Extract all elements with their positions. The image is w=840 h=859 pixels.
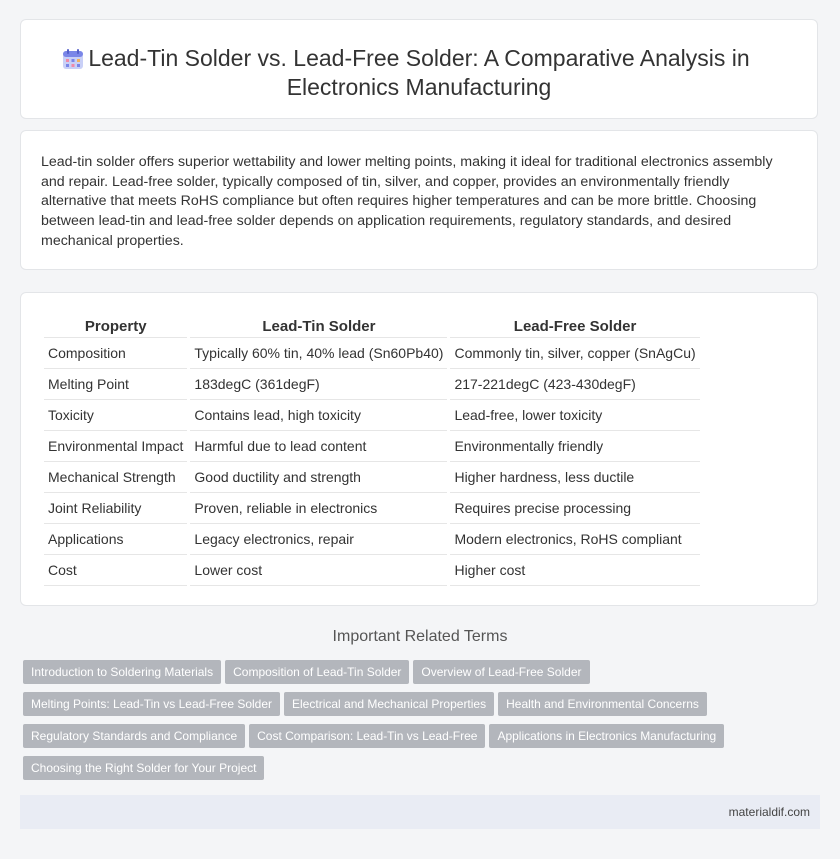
related-terms-title: Important Related Terms bbox=[332, 628, 508, 645]
page-title-line1: Lead-Tin Solder vs. Lead-Free Solder: A Comparative Analysis in bbox=[88, 45, 750, 71]
header-lead-free: Lead-Free Solder bbox=[450, 315, 699, 338]
table-row bbox=[44, 338, 700, 369]
cell-property: Toxicity bbox=[44, 400, 187, 431]
comparison-table bbox=[41, 315, 703, 586]
cell-lead-tin: Proven, reliable in electronics bbox=[190, 493, 447, 524]
related-term-tag[interactable]: Composition of Lead-Tin Solder bbox=[225, 660, 409, 684]
table-row bbox=[44, 493, 700, 524]
related-term-tag[interactable]: Regulatory Standards and Compliance bbox=[23, 724, 245, 748]
cell-lead-free: Higher cost bbox=[450, 555, 699, 586]
cell-property: Composition bbox=[44, 338, 187, 369]
cell-lead-free: Modern electronics, RoHS compliant bbox=[450, 524, 699, 555]
cell-lead-free: Environmentally friendly bbox=[450, 431, 699, 462]
related-term-tag[interactable]: Overview of Lead-Free Solder bbox=[413, 660, 589, 684]
cell-lead-tin: Legacy electronics, repair bbox=[190, 524, 447, 555]
table-row bbox=[44, 431, 700, 462]
header-lead-tin: Lead-Tin Solder bbox=[190, 315, 447, 338]
table-row bbox=[44, 369, 700, 400]
cell-property: Cost bbox=[44, 555, 187, 586]
related-term-tag[interactable]: Electrical and Mechanical Properties bbox=[284, 692, 494, 716]
cell-lead-tin: Contains lead, high toxicity bbox=[190, 400, 447, 431]
cell-lead-free: Higher hardness, less ductile bbox=[450, 462, 699, 493]
table-row bbox=[44, 555, 700, 586]
cell-lead-free: Commonly tin, silver, copper (SnAgCu) bbox=[450, 338, 699, 369]
cell-lead-tin: 183degC (361degF) bbox=[190, 369, 447, 400]
table-row bbox=[44, 462, 700, 493]
cell-lead-free: 217-221degC (423-430degF) bbox=[450, 369, 699, 400]
related-term-tag[interactable]: Applications in Electronics Manufacturing bbox=[489, 724, 724, 748]
cell-property: Joint Reliability bbox=[44, 493, 187, 524]
table-row bbox=[44, 400, 700, 431]
cell-property: Environmental Impact bbox=[44, 431, 187, 462]
table-row bbox=[44, 524, 700, 555]
page-title bbox=[21, 44, 817, 102]
cell-lead-tin: Typically 60% tin, 40% lead (Sn60Pb40) bbox=[190, 338, 447, 369]
cell-lead-tin: Good ductility and strength bbox=[190, 462, 447, 493]
cell-property: Melting Point bbox=[44, 369, 187, 400]
cell-lead-tin: Lower cost bbox=[190, 555, 447, 586]
related-term-tag[interactable]: Cost Comparison: Lead-Tin vs Lead-Free bbox=[249, 724, 485, 748]
related-terms-list bbox=[23, 660, 743, 788]
table-header-row bbox=[44, 315, 700, 338]
cell-property: Applications bbox=[44, 524, 187, 555]
cell-lead-tin: Harmful due to lead content bbox=[190, 431, 447, 462]
related-term-tag[interactable]: Choosing the Right Solder for Your Project bbox=[23, 756, 264, 780]
cell-lead-free: Lead-free, lower toxicity bbox=[450, 400, 699, 431]
related-term-tag[interactable]: Introduction to Soldering Materials bbox=[23, 660, 221, 684]
footer bbox=[20, 795, 820, 829]
cell-property: Mechanical Strength bbox=[44, 462, 187, 493]
page-title-line2: Electronics Manufacturing bbox=[286, 74, 552, 100]
footer-site-link[interactable]: materialdif.com bbox=[728, 805, 810, 819]
related-term-tag[interactable]: Health and Environmental Concerns bbox=[498, 692, 707, 716]
intro-paragraph: Lead-tin solder offers superior wettability and lower melting points, making it ideal for traditional electronics assembly and repair. Lead-free solder, typically composed of tin, silver, and copper, provides an environmentally friendly alternative that meets RoHS compliance but often requires higher temperatures and can be more brittle. Choosing between lead-tin and lead-free solder depends on application requirements, regulatory standards, and desired mechanical properties. bbox=[41, 154, 773, 249]
header-card bbox=[20, 19, 818, 119]
intro-card bbox=[20, 130, 818, 270]
header-property: Property bbox=[44, 315, 187, 338]
cell-lead-free: Requires precise processing bbox=[450, 493, 699, 524]
related-term-tag[interactable]: Melting Points: Lead-Tin vs Lead-Free Solder bbox=[23, 692, 280, 716]
comparison-card bbox=[20, 292, 818, 606]
